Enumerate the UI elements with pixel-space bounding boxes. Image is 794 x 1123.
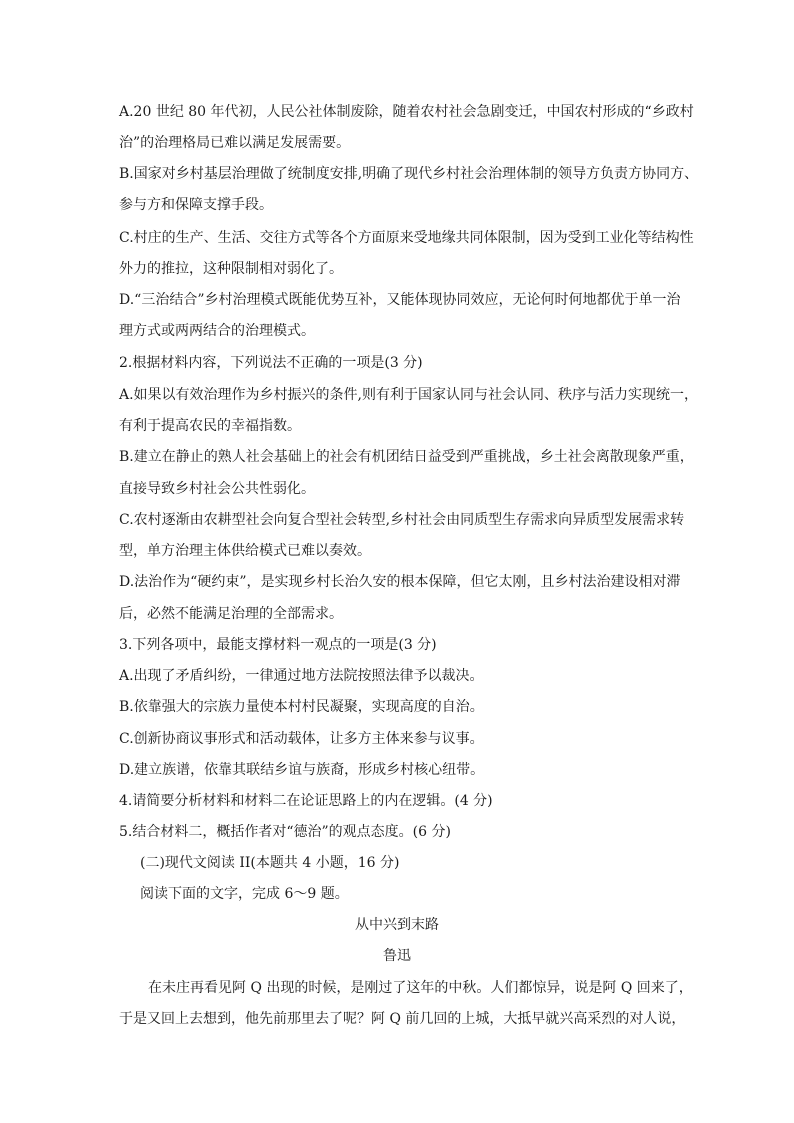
q1-option-d-line2: 理方式或两两结合的治理模式。: [119, 323, 315, 339]
q1-option-a-line1: A.20 世纪 80 年代初，人民公社体制废除，随着农村社会急剧变迁，中国农村形成的“乡政村: [119, 104, 694, 120]
q2-option-b-line2: 直接导致乡村社会公共性弱化。: [119, 481, 315, 497]
q3-option-b: B.依靠强大的宗族力量使本村村民凝聚，实现高度的自治。: [119, 699, 484, 715]
q2-option-d-line2: 后，必然不能满足治理的全部需求。: [119, 606, 343, 622]
q2-option-b-line1: B.建立在静止的熟人社会基础上的社会有机团结日益受到严重挑战，乡土社会离散现象严重，: [119, 449, 694, 465]
q1-option-c-line1: C.村庄的生产、生活、交往方式等各个方面原来受地缘共同体限制，因为受到工业化等结构性: [119, 230, 694, 246]
q3-option-c: C.创新协商议事形式和活动载体，让多方主体来参与议事。: [119, 731, 484, 747]
q3-option-d: D.建立族谱，依靠其联结乡谊与族裔，形成乡村核心纽带。: [119, 762, 485, 778]
section-heading: (二)现代文阅读 II(本题共 4 小题，16 分): [140, 855, 400, 871]
q1-option-c-line2: 外力的推拉，这种限制相对弱化了。: [119, 261, 343, 277]
article-paragraph-line2: 于是又回上去想到，他先前那里去了呢？阿 Q 前几回的上城，大抵早就兴高采烈的对人说，: [119, 1011, 686, 1027]
article-author: 鲁迅: [383, 948, 411, 964]
q2-option-a-line2: 有利于提高农民的幸福指数。: [119, 418, 301, 434]
article-title: 从中兴到末路: [355, 917, 439, 933]
q5-stem: 5.结合材料二，概括作者对“德治”的观点态度。(6 分): [119, 824, 451, 840]
q1-option-b-line1: B.国家对乡村基层治理做了统制度安排,明确了现代乡村社会治理体制的领导方负责方协同方、: [119, 166, 699, 182]
q4-stem: 4.请简要分析材料和材料二在论证思路上的内在逻辑。(4 分): [119, 793, 493, 809]
section-instruction: 阅读下面的文字，完成 6～9 题。: [140, 886, 349, 902]
q2-stem: 2.根据材料内容，下列说法不正确的一项是(3 分): [119, 355, 423, 371]
q2-option-a-line1: A.如果以有效治理作为乡村振兴的条件,则有利于国家认同与社会认同、秩序与活力实现统一，: [119, 387, 699, 403]
q3-option-a: A.出现了矛盾纠纷，一律通过地方法院按照法律予以裁决。: [119, 668, 484, 684]
q1-option-a-line2: 治”的治理格局已难以满足发展需要。: [119, 135, 351, 151]
article-paragraph-line1: 在未庄再看见阿 Q 出现的时候，是刚过了这年的中秋。人们都惊异，说是阿 Q 回来了，: [148, 980, 693, 996]
q1-option-b-line2: 参与方和保障支撑手段。: [119, 197, 273, 213]
q2-option-d-line1: D.法治作为“硬约束”，是实现乡村长治久安的根本保障，但它太刚，且乡村法治建设相对滞: [119, 574, 681, 590]
q1-option-d-line1: D.“三治结合”乡村治理模式既能优势互补，又能体现协同效应，无论何时何地都优于单一治: [119, 292, 681, 308]
q2-option-c-line2: 型，单方治理主体供给模式已难以奏效。: [119, 543, 371, 559]
q3-stem: 3.下列各项中，最能支撑材料一观点的一项是(3 分): [119, 637, 437, 653]
q2-option-c-line1: C.农村逐渐由农耕型社会向复合型社会转型,乡村社会由同质型生存需求向异质型发展需求转: [119, 512, 685, 528]
